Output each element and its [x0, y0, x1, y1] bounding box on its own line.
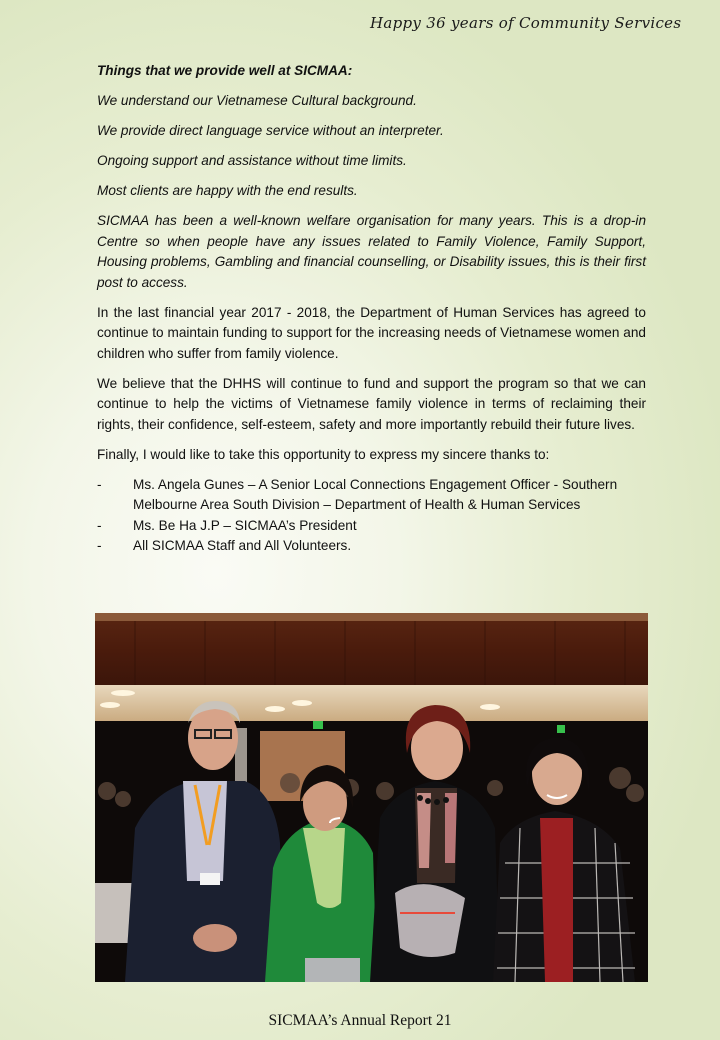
balcony: [95, 613, 648, 688]
thanks-item-text: Ms. Angela Gunes – A Senior Local Connections Engagement Officer - Southern Melbourne Area South Division – Department of Health & Human Services: [133, 476, 618, 512]
bullet-dash: -: [97, 517, 102, 533]
dropin-paragraph: SICMAA has been a well-known welfare organisation for many years. This is a drop-in Centre so when people have any issues related to Family Violence, Family Support, Housing problems, Gambling and financial counselling, or Disability issues, this is their first post to access.: [97, 213, 646, 290]
page-content: [97, 61, 646, 557]
thanks-list: [97, 475, 646, 557]
thanks-item: [97, 475, 646, 516]
group-photo-illustration: [95, 613, 648, 982]
funding-paragraph: In the last financial year 2017 - 2018, the Department of Human Services has agreed to continue to maintain funding to support for the increasing needs of Vietnamese women and children who suffer from family violence.: [97, 304, 646, 361]
provide-point: We provide direct language service without an interpreter.: [97, 123, 444, 138]
thanks-item-text: Ms. Be Ha J.P – SICMAA’s President: [133, 517, 357, 533]
bullet-dash: -: [97, 476, 102, 492]
group-photo: [95, 613, 648, 982]
thanks-item: [97, 516, 646, 537]
provide-point: Most clients are happy with the end results.: [97, 183, 358, 198]
provide-point: Ongoing support and assistance without time limits.: [97, 153, 407, 168]
header-tagline: Happy 36 years of Community Services: [370, 14, 682, 32]
page-footer: SICMAA’s Annual Report 21: [268, 1012, 452, 1029]
provide-point: We understand our Vietnamese Cultural background.: [97, 93, 417, 108]
thanks-item: [97, 536, 646, 557]
bullet-dash: -: [97, 538, 102, 553]
ceiling: [95, 685, 648, 723]
belief-paragraph: We believe that the DHHS will continue to fund and support the program so that we can continue to help the victims of Vietnamese family violence in terms of reclaiming their rights, their confidence, self-esteem, safety and more importantly rebuild their future lives.: [97, 375, 646, 432]
thanks-item-text: All SICMAA Staff and All Volunteers.: [133, 538, 352, 553]
thanks-intro: Finally, I would like to take this opportunity to express my sincere thanks to:: [97, 446, 550, 462]
section-heading: Things that we provide well at SICMAA:: [97, 63, 353, 78]
